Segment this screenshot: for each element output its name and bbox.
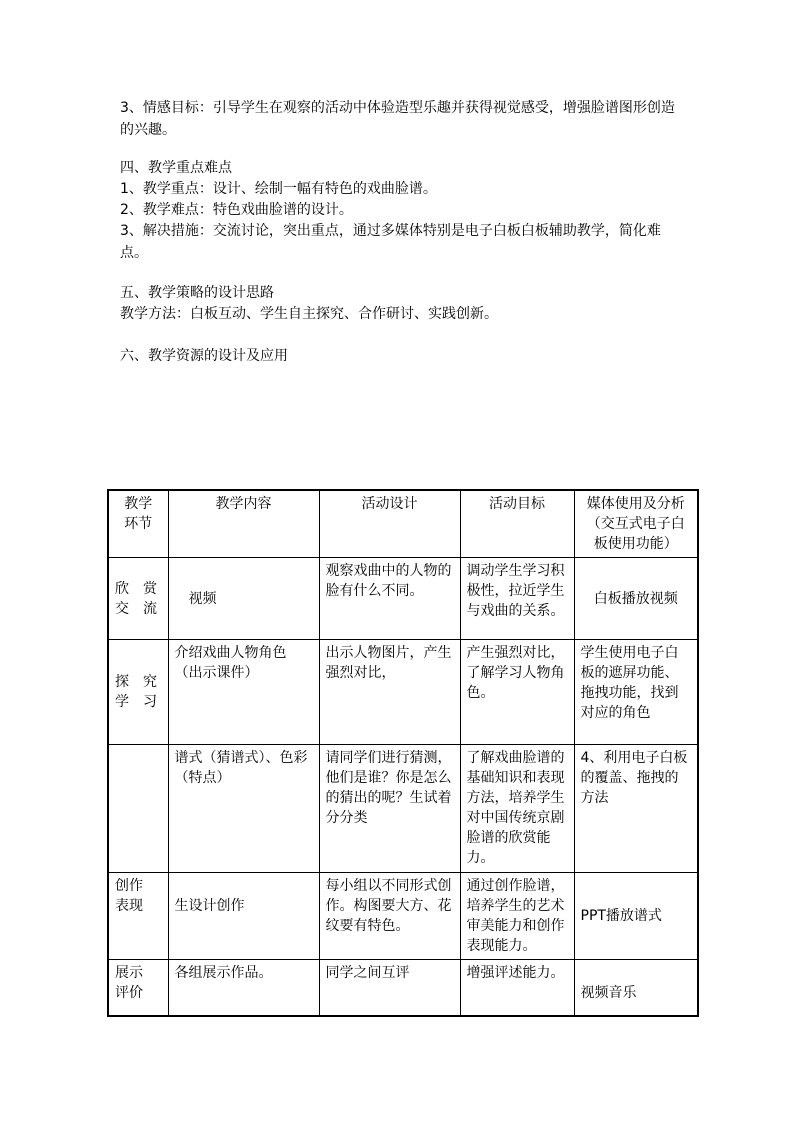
table-row [108,960,698,1016]
section-heading-strategy: 五、教学策略的设计思路 [120,285,274,301]
table-header-row [108,490,698,558]
solution-paragraph: 3、解决措施：交流讨论，突出重点，通过多媒体特别是电子白板白板辅助教学，简化难点。 [120,223,661,261]
table-cell: 展示 评价 [108,960,168,1016]
header-cell: 教学 环节 [108,490,168,558]
table-cell: 同学之间互评 [319,960,460,1016]
table-cell: 生设计创作 [168,873,319,960]
table-cell: 学生使用电子白板的遮屏功能、拖拽功能，找到对应的角色 [574,640,698,745]
table-cell: PPT播放谱式 [574,873,698,960]
table-cell: 调动学生学习积极性，拉近学生与戏曲的关系。 [460,558,574,640]
table-cell: 谱式（猜谱式）、色彩（特点） [168,745,319,873]
table-cell: 请同学们进行猜测，他们是谁？你是怎么 的猜出的呢？生试着分分类 [319,745,460,873]
table-cell: 通过创作脸谱，培养学生的艺术审美能力和创作表现能力。 [460,873,574,960]
header-cell: 活动目标 [460,490,574,558]
table-cell: 欣 赏 交 流 [108,558,168,640]
table-row [108,640,698,745]
table-cell: 介绍戏曲人物角色（出示课件） [168,640,319,745]
difficulty-paragraph: 2、教学难点：特色戏曲脸谱的设计。 [120,202,353,218]
table-cell: 每小组以不同形式创作。构图要大方、花纹要有特色。 [319,873,460,960]
table-cell: 产生强烈对比，了解学习人物角色。 [460,640,574,745]
table-row [108,558,698,640]
table-cell: 创作 表现 [108,873,168,960]
table-cell [108,745,168,873]
table-cell: 视频 [168,558,319,640]
teaching-method-paragraph: 教学方法：白板互动、学生自主探究、合作研讨、实践创新。 [120,306,498,322]
lesson-plan-table [107,489,699,1017]
key-point-paragraph: 1、教学重点：设计、绘制一幅有特色的戏曲脸谱。 [120,181,437,197]
emotion-goal-paragraph: 3、情感目标：引导学生在观察的活动中体验造型乐趣并获得视觉感受，增强脸谱图形创造的兴趣。 [120,100,675,138]
table-cell: 了解戏曲脸谱的基础知识和表现方法，培养学生对中国传统京剧脸谱的欣赏能力。 [460,745,574,873]
header-cell: 媒体使用及分析（交互式电子白板使用功能） [574,490,698,558]
section-heading-key-points: 四、教学重点难点 [120,160,232,176]
table-cell: 白板播放视频 [574,558,698,640]
table-cell: 各组展示作品。 [168,960,319,1016]
table-cell: 探 究 学 习 [108,640,168,745]
table-cell: 观察戏曲中的人物的脸有什么不同。 [319,558,460,640]
section-heading-resources: 六、教学资源的设计及应用 [120,348,288,364]
table-cell: 出示人物图片，产生强烈对比， [319,640,460,745]
header-cell: 教学内容 [168,490,319,558]
table-row [108,745,698,873]
table-cell: 4、利用电子白板的覆盖、拖拽的方法 [574,745,698,873]
table-cell: 视频音乐 [574,960,698,1016]
header-cell: 活动设计 [319,490,460,558]
table-cell: 增强评述能力。 [460,960,574,1016]
table-row [108,873,698,960]
